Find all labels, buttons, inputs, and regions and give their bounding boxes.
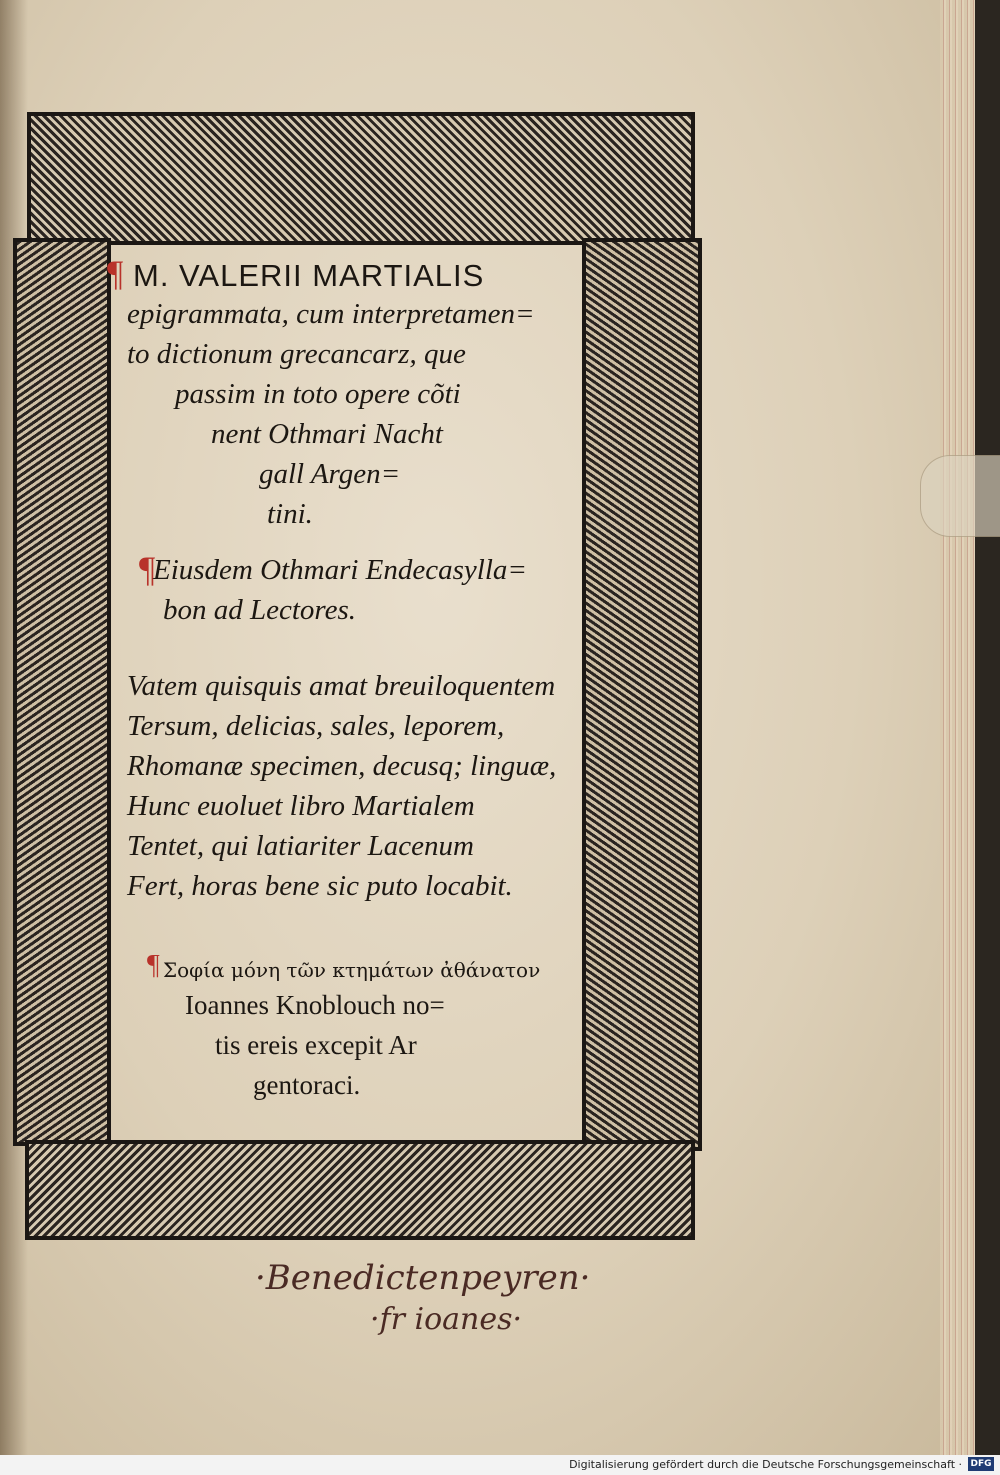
rubric-pilcrow-icon: ¶: [139, 549, 156, 589]
page-edges: [940, 0, 975, 1455]
woodcut-border-bottom: [25, 1140, 695, 1240]
woodcut-border-right: [582, 238, 702, 1151]
title-line: nent Othmari Nacht: [211, 418, 443, 450]
footer-bar: [0, 1455, 1000, 1475]
imprint-line: Ioannes Knoblouch no=: [185, 990, 445, 1020]
funding-credit: Digitalisierung gefördert durch die Deutsche Forschungsgemeinschaft ·: [569, 1458, 962, 1471]
imprint-line: tis ereis excepit Ar: [215, 1030, 417, 1060]
verse-line: Hunc euoluet libro Martialem: [127, 790, 475, 822]
title-line: passim in toto opere cõti: [175, 378, 461, 410]
greek-motto: Σοφία μόνη τῶν κτημάτων ἀθάνατον: [163, 958, 541, 982]
title-line: tini.: [267, 498, 313, 530]
verse-line: Tersum, delicias, sales, leporem,: [127, 710, 505, 742]
verse-line: Rhomanæ specimen, decusq; linguæ,: [127, 750, 557, 782]
dfg-logo-icon: DFG: [968, 1457, 994, 1471]
rubric-pilcrow-icon: ¶: [107, 253, 124, 293]
woodcut-border-left: [13, 238, 111, 1146]
verse-line: Fert, horas bene sic puto locabit.: [127, 870, 513, 902]
page-tab: [920, 455, 1000, 537]
ownership-note-line: ·fr ioanes·: [370, 1302, 523, 1337]
title-text-panel: [103, 238, 582, 1140]
title-line: to dictionum grecancarz, que: [127, 338, 466, 370]
rubric-pilcrow-icon: ¶: [147, 950, 160, 981]
verse-line: Tentet, qui latiariter Lacenum: [127, 830, 474, 862]
subtitle-line: Eiusdem Othmari Endecasylla=: [153, 554, 527, 586]
subtitle-line: bon ad Lectores.: [163, 594, 357, 626]
title-line: epigrammata, cum interpretamen=: [127, 298, 535, 330]
title-line: M. VALERII MARTIALIS: [133, 258, 485, 293]
ownership-note-line: ·Benedictenpeyren·: [255, 1258, 591, 1298]
title-line: gall Argen=: [259, 458, 401, 490]
imprint-line: gentoraci.: [253, 1070, 361, 1100]
verse-line: Vatem quisquis amat breuiloquentem: [127, 670, 556, 702]
woodcut-border-top: [27, 112, 695, 245]
